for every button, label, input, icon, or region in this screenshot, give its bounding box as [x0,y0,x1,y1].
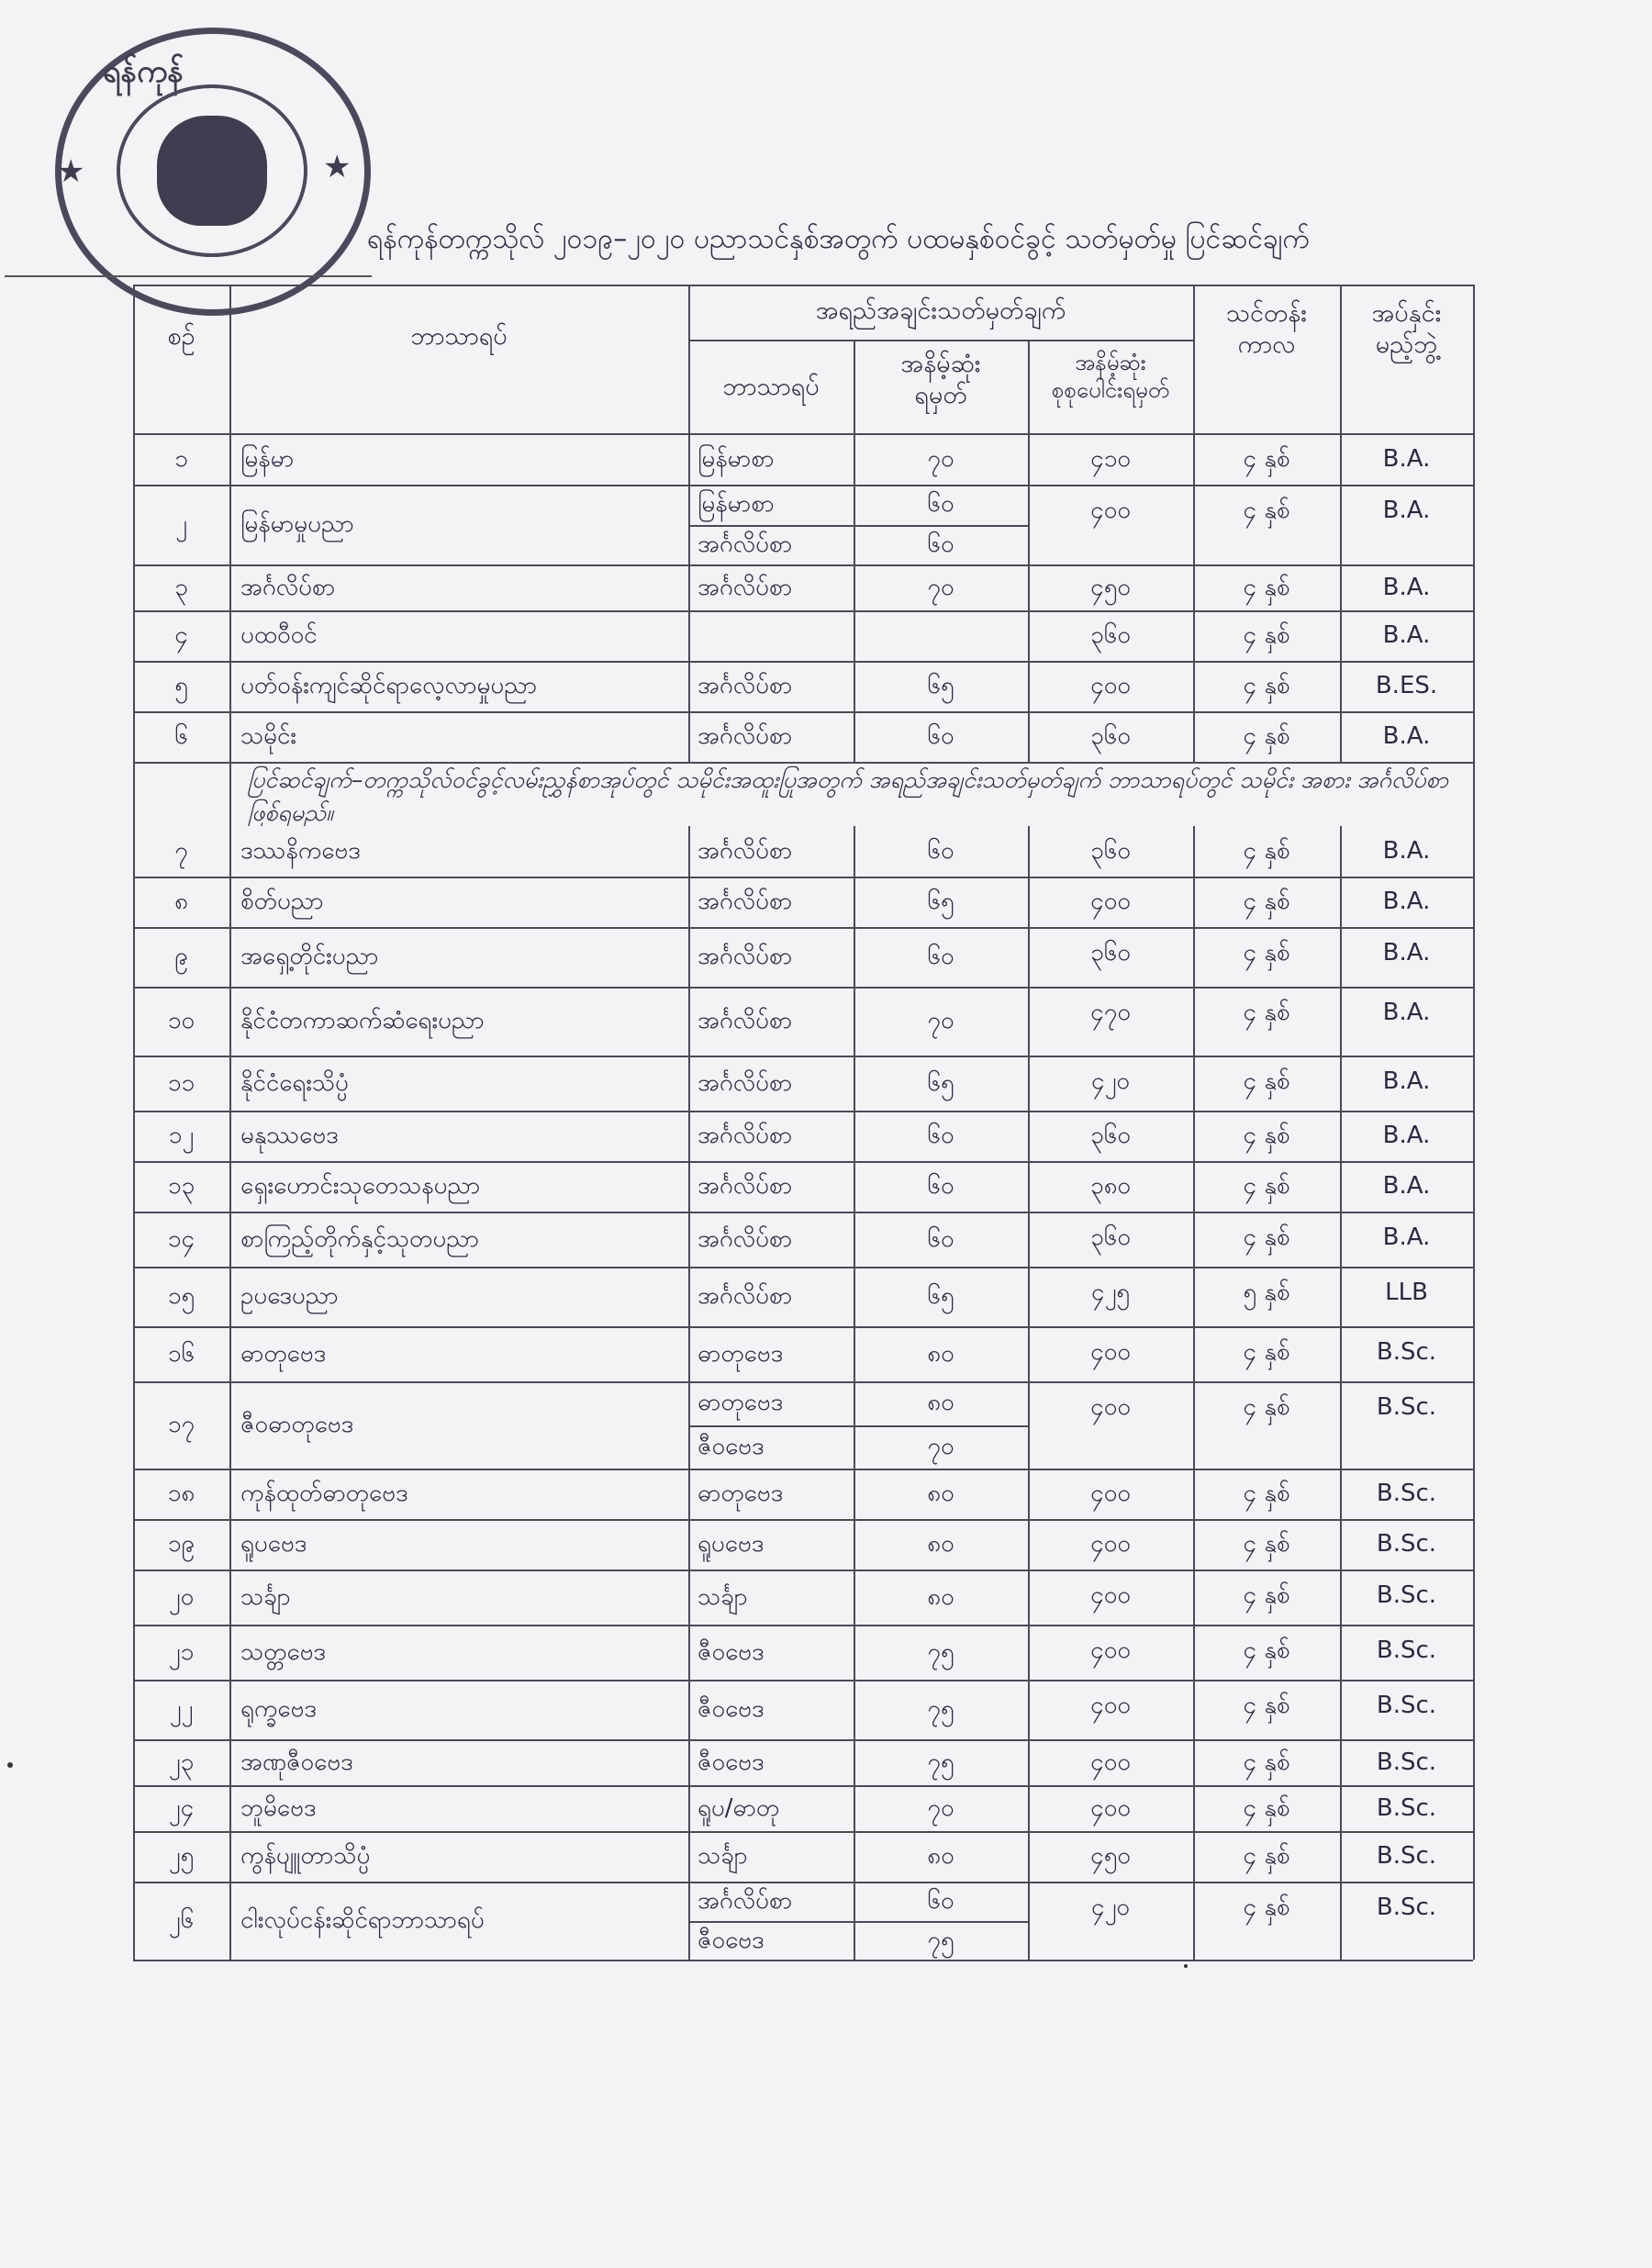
row-degree: B.Sc. [1376,1637,1437,1664]
header-requirement: အရည်အချင်းသတ်မှတ်ချက် [815,296,1066,325]
header-req-min: အနိမ့်ဆုံး ရမှတ် [900,350,981,409]
row-degree: B.Sc. [1376,1530,1437,1558]
row-total: ၄၅၀ [1090,574,1131,601]
row-duration: ၄ နှစ် [1243,837,1290,865]
row-subject: စိတ်ပညာ [240,888,324,915]
row-degree: B.A. [1382,497,1431,524]
row-subject: နိုင်ငံတကာဆက်ဆံရေးပညာ [240,1007,485,1034]
row-req-subject: ဓာတုဗေဒ [698,1340,784,1368]
row-total: ၄၀၀ [1090,1581,1131,1609]
row-degree: B.Sc. [1376,1480,1437,1507]
table-rule [854,826,855,1960]
row-total: ၄၀၀ [1090,888,1131,915]
row-req-min: ၆၀ [927,1172,954,1200]
seal-star-right-icon: ★ [323,149,352,185]
row-req-min: ၈၀ [927,1583,954,1611]
row-req-min: ၇၀ [927,1007,954,1034]
row-req-subject: အင်္ဂလိပ်စာ [698,1069,793,1097]
row-req-subject: မြန်မာစာ [698,490,775,518]
row-req-min: ၇၅ [927,1748,954,1776]
row-total: ၄၀၀ [1090,1530,1131,1558]
row-req-min: ၆၅ [927,1282,954,1310]
row-degree: B.A. [1382,888,1431,915]
header-duration: သင်တန်း ကာလ [1225,299,1308,359]
row-subject: ကုန်ထုတ်ဓာတုဗေဒ [240,1480,408,1507]
row-subject: ဓာတုဗေဒ [240,1340,327,1368]
page-title: ရန်ကုန်တက္ကသိုလ် ၂၀၁၉–၂၀၂၀ ပညာသင်နှစ်အတွက် ပထမနှစ်ဝင်ခွင့် သတ်မှတ်မှု ပြင်ဆင်ချက် [367,220,1560,262]
row-duration: ၄ နှစ် [1243,1581,1290,1609]
row-subject: နိုင်ငံရေးသိပ္ပံ [240,1069,349,1097]
row-degree: B.A. [1382,445,1431,473]
row-req-min: ၇၅ [927,1926,954,1954]
row-req-subject: အင်္ဂလိပ်စာ [698,1007,793,1034]
row-no: ၁၆ [167,1340,195,1368]
row-req-subject: သင်္ချာ [698,1842,748,1870]
row-req-subject: အင်္ဂလိပ်စာ [698,943,793,970]
row-req-subject: အင်္ဂလိပ်စာ [698,1225,793,1253]
row-subject: ပထဝီဝင် [240,621,318,649]
row-req-subject: ဇီဝဗေဒ [698,1432,765,1460]
row-duration: ၄ နှစ် [1243,1122,1290,1149]
row-duration: ၄ နှစ် [1243,1480,1290,1507]
row-subject: ဥပဒေပညာ [240,1282,339,1310]
row-degree: B.A. [1382,1067,1431,1095]
row-subject: ကွန်ပျူတာသိပ္ပံ [240,1842,371,1870]
row-total: ၃၆၀ [1090,722,1131,750]
row-req-min: ၇၀ [927,574,954,601]
row-req-min: ၆၀ [927,490,954,518]
row-subject: အဏုဇီဝဗေဒ [240,1748,353,1776]
row-req-min: ၆၀ [927,1887,954,1915]
row-req-subject: မြန်မာစာ [698,445,775,473]
row-total: ၄၂၀ [1090,1067,1131,1095]
row-req-subject: ဓာတုဗေဒ [698,1389,784,1416]
row-no: ၄ [174,621,188,649]
row-no: ၁၄ [167,1225,195,1253]
row-total: ၄၀၀ [1090,1480,1131,1507]
row-total: ၄၇၀ [1090,999,1131,1026]
row-no: ၉ [174,943,188,970]
row-req-min: ၈၀ [927,1530,954,1558]
row-req-subject: ဇီဝဗေဒ [698,1638,765,1666]
row-req-min: ၆၀ [927,530,954,558]
row-subject: သင်္ချာ [240,1583,291,1611]
row-req-subject: ရူပ/ဓာတု [698,1794,780,1822]
table-rule [1340,826,1342,1960]
row-req-min: ၆၀ [927,1225,954,1253]
row-no: ၁ [174,445,188,473]
row-total: ၄၀၀ [1090,672,1131,699]
row-total: ၄၀၀ [1090,497,1131,524]
row-req-min: ၇၀ [927,1432,954,1460]
row-degree: B.A. [1382,1172,1431,1200]
row-req-min: ၆၅ [927,672,954,699]
row-req-subject: အင်္ဂလိပ်စာ [698,722,793,750]
row-no: ၂၄ [168,1794,195,1822]
row-subject: ဇီဝဓာတုဗေဒ [240,1411,354,1438]
row-no: ၃ [174,574,188,601]
row-degree: B.ES. [1375,672,1438,699]
table-rule [1193,285,1195,762]
row-req-subject: အင်္ဂလိပ်စာ [698,837,793,865]
row-subject: အင်္ဂလိပ်စာ [240,574,336,601]
seal-inner-ring [117,84,307,257]
row-total: ၄၀၀ [1090,1393,1131,1421]
row-subject: ပတ်ဝန်းကျင်ဆိုင်ရာလေ့လာမှုပညာ [240,672,538,699]
row-req-subject [698,610,854,661]
row-no: ၂၃ [168,1748,195,1776]
seal-emblem-icon [157,116,267,226]
row-req-subject: အင်္ဂလိပ်စာ [698,1887,793,1915]
row-duration: ၄ နှစ် [1243,1637,1290,1664]
row-total: ၃၆၀ [1090,1223,1131,1251]
row-no: ၂ [175,510,187,538]
row-req-subject: ရူပဗေဒ [698,1530,765,1558]
table-rule [229,285,231,1960]
row-duration: ၄ နှစ် [1243,1894,1290,1921]
row-req-subject: သင်္ချာ [698,1583,748,1611]
row-degree: B.A. [1382,999,1431,1026]
row-subject: သတ္တဗေဒ [240,1638,326,1666]
row-total: ၄၀၀ [1090,1637,1131,1664]
table-rule [688,340,1193,341]
table-rule [688,1425,1028,1427]
table-rule [1473,285,1475,1960]
row-no: ၁၁ [167,1069,195,1097]
table-rule [688,1921,1028,1923]
table-rule [854,340,855,762]
row-degree: B.A. [1382,621,1431,649]
row-subject: မနုဿဗေဒ [240,1122,339,1149]
row-degree: B.Sc. [1376,1842,1437,1870]
table-rule [133,285,1473,286]
row-no: ၁၂ [168,1122,195,1149]
row-duration: ၄ နှစ် [1243,1794,1290,1822]
row-degree: B.A. [1382,1223,1431,1251]
row-total: ၃၆၀ [1090,621,1131,649]
table-rule [688,525,1028,527]
row-degree: B.A. [1382,939,1431,966]
row-no: ၂၁ [168,1638,195,1666]
row-req-min: ၆၀ [927,722,954,750]
row-subject: မြန်မာမှုပညာ [240,510,354,538]
row-total: ၄၁၀ [1090,445,1131,473]
row-no: ၁၈ [167,1480,195,1507]
row-duration: ၄ နှစ် [1243,1067,1290,1095]
row-req-min: ၆၀ [927,1122,954,1149]
row-total: ၄၀၀ [1090,1748,1131,1776]
row-req-subject: ဓာတုဗေဒ [698,1480,784,1507]
seal-text: ရန်ကုန် [103,53,184,90]
header-subject: ဘာသာရပ် [410,322,508,351]
row-req-subject: ဇီဝဗေဒ [698,1748,765,1776]
row-degree: B.A. [1382,722,1431,750]
row-total: ၃၆၀ [1090,939,1131,966]
row-degree: B.Sc. [1376,1748,1437,1776]
row-subject: ငါးလုပ်ငန်းဆိုင်ရာဘာသာရပ် [240,1906,485,1934]
table-rule [133,285,135,1960]
row-duration: ၄ နှစ် [1243,888,1290,915]
row-degree: B.Sc. [1376,1393,1437,1421]
row-req-min [854,610,1028,661]
row-req-subject: အင်္ဂလိပ်စာ [698,574,793,601]
row-no: ၁၉ [167,1530,195,1558]
table-rule [133,1960,1473,1961]
row-no: ၂၂ [169,1695,194,1723]
row-total: ၄၀၀ [1090,1692,1131,1719]
row-total: ၄၀၀ [1090,1794,1131,1822]
row-duration: ၄ နှစ် [1243,574,1290,601]
amendment-note: ပြင်ဆင်ချက်–တက္ကသိုလ်ဝင်ခွင့်လမ်းညွှန်စာအုပ်တွင် သမိုင်းအထူးပြုအတွက် အရည်အချင်းသတ်မှတ်ချက် ဘာသာရပ်တွင် သမိုင်း အစား အင်္ဂလိပ်စာ ဖြစ်ရမည်။ [248,766,1449,826]
row-no: ၂၅ [168,1842,195,1870]
header-req-total: အနိမ့်ဆုံး စုစုပေါင်းရမှတ် [1051,350,1170,403]
row-subject: ဘူမိဗေဒ [240,1794,317,1822]
row-degree: B.Sc. [1376,1338,1437,1366]
row-no: ၅ [174,672,188,699]
row-duration: ၄ နှစ် [1243,621,1290,649]
row-duration: ၄ နှစ် [1243,1393,1290,1421]
row-no: ၁၀ [167,1007,195,1034]
row-duration: ၄ နှစ် [1243,1223,1290,1251]
row-req-subject: အင်္ဂလိပ်စာ [698,1172,793,1200]
row-total: ၃၆၀ [1090,837,1131,865]
scan-mark [7,1762,13,1768]
row-no: ၁၅ [167,1282,195,1310]
row-no: ၇ [174,837,188,865]
row-degree: B.A. [1382,837,1431,865]
row-req-min: ၈၀ [927,1389,954,1416]
table-rule [1193,826,1195,1960]
row-req-min: ၆၀ [927,837,954,865]
row-no: ၆ [174,722,188,750]
table-rule [1028,826,1030,1960]
seal-star-left-icon: ★ [57,153,85,190]
row-no: ၂၀ [168,1583,195,1611]
table-rule [1340,285,1342,762]
scan-mark [1184,1964,1188,1968]
header-req-subject: ဘာသာရပ် [722,373,820,401]
row-req-min: ၇၅ [927,1695,954,1723]
row-duration: ၄ နှစ် [1243,1338,1290,1366]
row-req-min: ၇၅ [927,1638,954,1666]
table-rule [1028,340,1030,762]
row-req-subject: အင်္ဂလိပ်စာ [698,1282,793,1310]
row-duration: ၄ နှစ် [1243,1530,1290,1558]
row-req-min: ၆၅ [927,888,954,915]
row-degree: LLB [1385,1279,1428,1306]
row-duration: ၅ နှစ် [1243,1279,1290,1306]
row-total: ၄၀၀ [1090,1338,1131,1366]
row-req-subject: အင်္ဂလိပ်စာ [698,672,793,699]
row-duration: ၄ နှစ် [1243,722,1290,750]
row-no: ၁၇ [167,1411,195,1438]
row-no: ၂၆ [168,1906,195,1934]
row-duration: ၄ နှစ် [1243,445,1290,473]
row-req-subject: အင်္ဂလိပ်စာ [698,888,793,915]
row-duration: ၄ နှစ် [1243,1842,1290,1870]
row-duration: ၄ နှစ် [1243,939,1290,966]
row-req-min: ၈၀ [927,1842,954,1870]
row-duration: ၄ နှစ် [1243,497,1290,524]
row-duration: ၄ နှစ် [1243,1748,1290,1776]
row-req-min: ၇၀ [927,1794,954,1822]
row-total: ၃၆၀ [1090,1122,1131,1149]
row-total: ၃၈၀ [1089,1172,1132,1200]
row-req-min: ၇၀ [927,445,954,473]
row-subject: ရူပဗေဒ [240,1530,307,1558]
header-degree: အပ်နှင်း မည့်ဘွဲ့ [1371,299,1442,359]
row-duration: ၄ နှစ် [1243,1172,1290,1200]
row-subject: ဒဿနိကဗေဒ [240,837,361,865]
header-no: စဉ် [167,322,195,351]
row-req-subject: ဇီဝဗေဒ [698,1695,765,1723]
row-duration: ၄ နှစ် [1243,1692,1290,1719]
row-req-subject: အင်္ဂလိပ်စာ [698,1122,793,1149]
row-subject: မြန်မာ [240,445,295,473]
row-req-min: ၆၅ [927,1069,954,1097]
row-degree: B.A. [1382,574,1431,601]
row-degree: B.A. [1382,1122,1431,1149]
row-degree: B.Sc. [1376,1794,1437,1822]
row-no: ၈ [174,888,188,915]
row-degree: B.Sc. [1376,1894,1437,1921]
row-duration: ၄ နှစ် [1243,672,1290,699]
row-degree: B.Sc. [1376,1581,1437,1609]
row-req-min: ၈၀ [927,1480,954,1507]
row-no: ၁၃ [167,1172,195,1200]
row-subject: စာကြည့်တိုက်နှင့်သုတပညာ [240,1225,479,1253]
row-subject: ရုက္ခဗေဒ [240,1695,317,1723]
row-req-subject: အင်္ဂလိပ်စာ [698,530,793,558]
row-total: ၄၂၀ [1090,1894,1131,1921]
row-duration: ၄ နှစ် [1243,999,1290,1026]
row-total: ၄၂၅ [1090,1279,1131,1306]
row-degree: B.Sc. [1376,1692,1437,1719]
row-subject: ရှေးဟောင်းသုတေသနပညာ [240,1172,481,1200]
row-req-min: ၆၀ [927,943,954,970]
row-req-subject: ဇီဝဗေဒ [698,1926,765,1954]
table-rule [688,285,690,762]
row-total: ၄၅၀ [1090,1842,1131,1870]
university-seal [55,28,371,316]
row-subject: သမိုင်း [240,722,297,750]
row-req-min: ၈၀ [927,1340,954,1368]
row-subject: အရှေ့တိုင်းပညာ [240,943,379,970]
table-rule [688,826,690,1960]
